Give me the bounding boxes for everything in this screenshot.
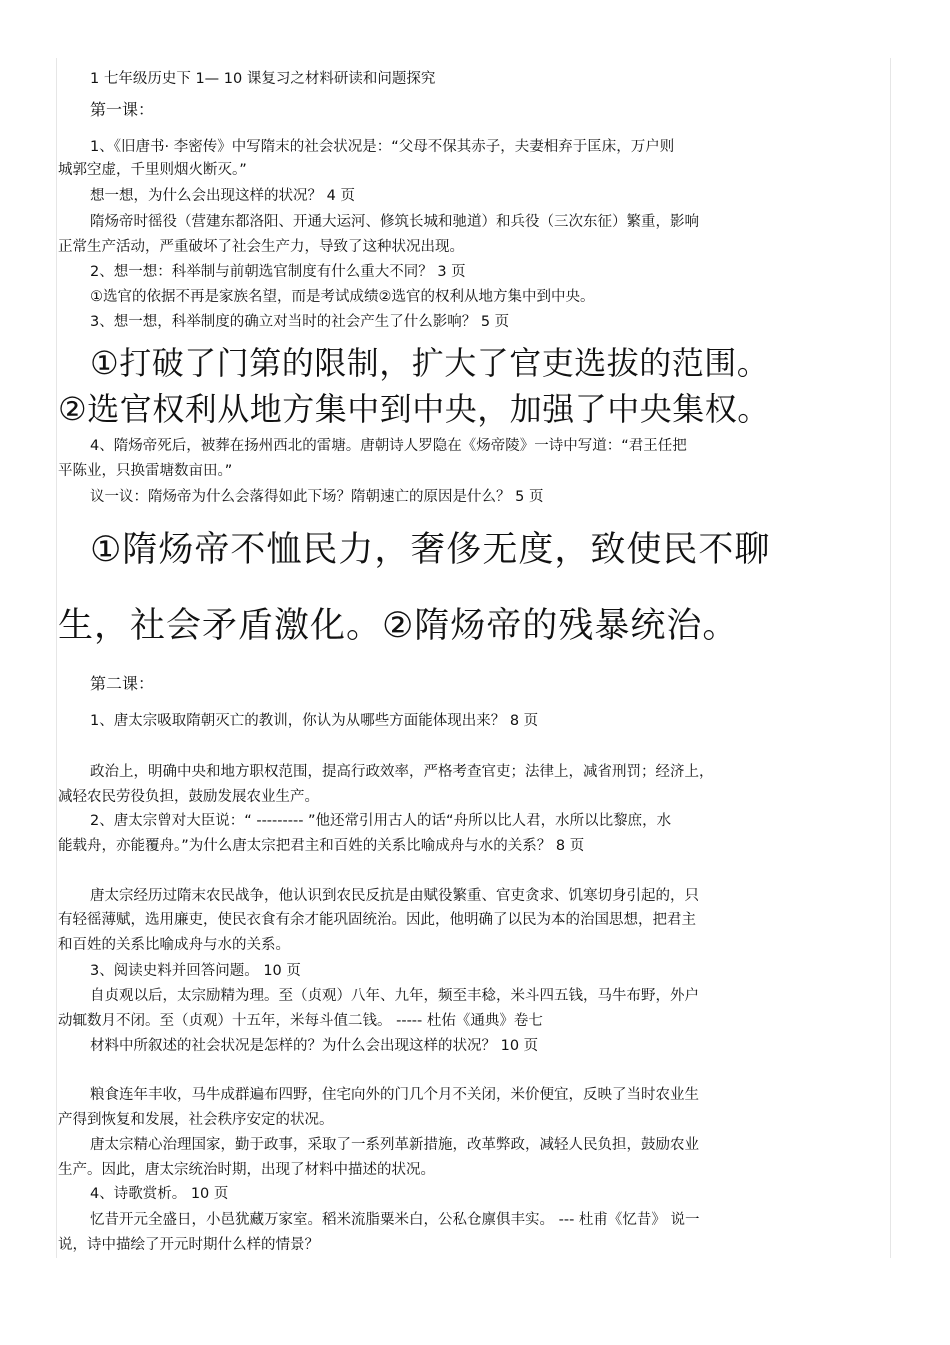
document-title: 1 七年级历史下 1— 10 课复习之材料研读和问题探究 — [90, 71, 436, 87]
l1-q1-line2: 城郭空虚，千里则烟火断灭。” — [58, 162, 247, 178]
l2-a3-line2: 产得到恢复和发展，社会秩序安定的状况。 — [58, 1112, 334, 1128]
l1-a4-line2: 生，社会矛盾激化。②隋炀帝的残暴统治。 — [58, 606, 739, 646]
l1-a2: ①选官的依据不再是家族名望，而是考试成绩②选官的权利从地方集中到中央。 — [90, 289, 595, 305]
l2-q2-line2: 能载舟，亦能覆舟。”为什么唐太宗把君主和百姓的关系比喻成舟与水的关系？ 8 页 — [58, 838, 585, 854]
l2-q4-poem-line1: 忆昔开元全盛日，小邑犹藏万家室。稻米流脂粟米白，公私仓廪俱丰实。 --- 杜甫《忆昔》 说一 — [90, 1212, 700, 1228]
l2-q3-source-line2: 动辄数月不闭。至（贞观）十五年，米每斗值二钱。 ----- 杜佑《通典》卷七 — [58, 1013, 543, 1029]
l1-a1-line1: 隋炀帝时徭役（营建东都洛阳、开通大运河、修筑长城和驰道）和兵役（三次东征）繁重，影响 — [90, 214, 699, 230]
l2-q4-poem-line2: 说，诗中描绘了开元时期什么样的情景？ — [58, 1237, 319, 1253]
l1-q4-discuss: 议一议：隋炀帝为什么会落得如此下场？隋朝速亡的原因是什么？ 5 页 — [90, 489, 544, 505]
l1-q3: 3、想一想，科举制度的确立对当时的社会产生了什么影响？ 5 页 — [90, 314, 510, 330]
l1-q2: 2、想一想：科举制与前朝选官制度有什么重大不同？ 3 页 — [90, 264, 466, 280]
l2-q3: 3、阅读史料并回答问题。 10 页 — [90, 963, 301, 979]
l2-a2-line3: 和百姓的关系比喻成舟与水的关系。 — [58, 937, 290, 953]
page-margin-line-left — [56, 58, 57, 1258]
l1-q1-line1: 1、《旧唐书· 李密传》中写隋末的社会状况是：“父母不保其赤子，夫妻相弃于匡床，万户则 — [90, 139, 675, 155]
l1-q4-line1: 4、隋炀帝死后，被葬在扬州西北的雷塘。唐朝诗人罗隐在《炀帝陵》一诗中写道：“君王任把 — [90, 438, 687, 454]
l2-q3-source-line1: 自贞观以后，太宗励精为理。至（贞观）八年、九年，频至丰稔，米斗四五钱，马牛布野，外户 — [90, 988, 699, 1004]
l2-q3-ask: 材料中所叙述的社会状况是怎样的？为什么会出现这样的状况？ 10 页 — [90, 1038, 539, 1054]
lesson2-heading: 第二课： — [90, 674, 155, 693]
l2-a2-line2: 有轻徭薄赋，选用廉吏，使民衣食有余才能巩固统治。因此，他明确了以民为本的治国思想，把君主 — [58, 912, 696, 928]
l2-a3-line1: 粮食连年丰收，马牛成群遍布四野，住宅向外的门几个月不关闭，米价便宜，反映了当时农业生 — [90, 1087, 699, 1103]
page-margin-line-right — [890, 58, 891, 1258]
l2-a3-line3: 唐太宗精心治理国家，勤于政事，采取了一系列革新措施，改革弊政，减轻人民负担，鼓励农业 — [90, 1137, 699, 1153]
l1-q1-think: 想一想，为什么会出现这样的状况？ 4 页 — [90, 188, 355, 204]
l2-a2-line1: 唐太宗经历过隋末农民战争，他认识到农民反抗是由赋役繁重、官吏贪求、饥寒切身引起的，只 — [90, 888, 699, 904]
l2-a3-line4: 生产。因此，唐太宗统治时期，出现了材料中描述的状况。 — [58, 1162, 435, 1178]
l1-a4-line1: ①隋炀帝不恤民力，奢侈无度，致使民不聊 — [90, 530, 771, 570]
l2-q1: 1、唐太宗吸取隋朝灭亡的教训，你认为从哪些方面能体现出来？ 8 页 — [90, 713, 539, 729]
l1-a1-line2: 正常生产活动，严重破坏了社会生产力，导致了这种状况出现。 — [58, 239, 464, 255]
l2-q2-line1: 2、唐太宗曾对大臣说：“ --------- ”他还常引用古人的话“舟所以比人君，水所以比黎庶，水 — [90, 813, 672, 829]
l2-q4: 4、诗歌赏析。 10 页 — [90, 1186, 229, 1202]
lesson1-heading: 第一课： — [90, 100, 155, 119]
l1-q4-line2: 平陈业，只换雷塘数亩田。” — [58, 463, 233, 479]
l1-a3-line2: ②选官权利从地方集中到中央，加强了中央集权。 — [58, 390, 770, 428]
l1-a3-line1: ①打破了门第的限制，扩大了官吏选拔的范围。 — [90, 344, 770, 382]
l2-a1-line1: 政治上，明确中央和地方职权范围，提高行政效率，严格考查官吏；法律上，减省刑罚；经济上， — [90, 764, 714, 780]
l2-a1-line2: 减轻农民劳役负担，鼓励发展农业生产。 — [58, 789, 319, 805]
